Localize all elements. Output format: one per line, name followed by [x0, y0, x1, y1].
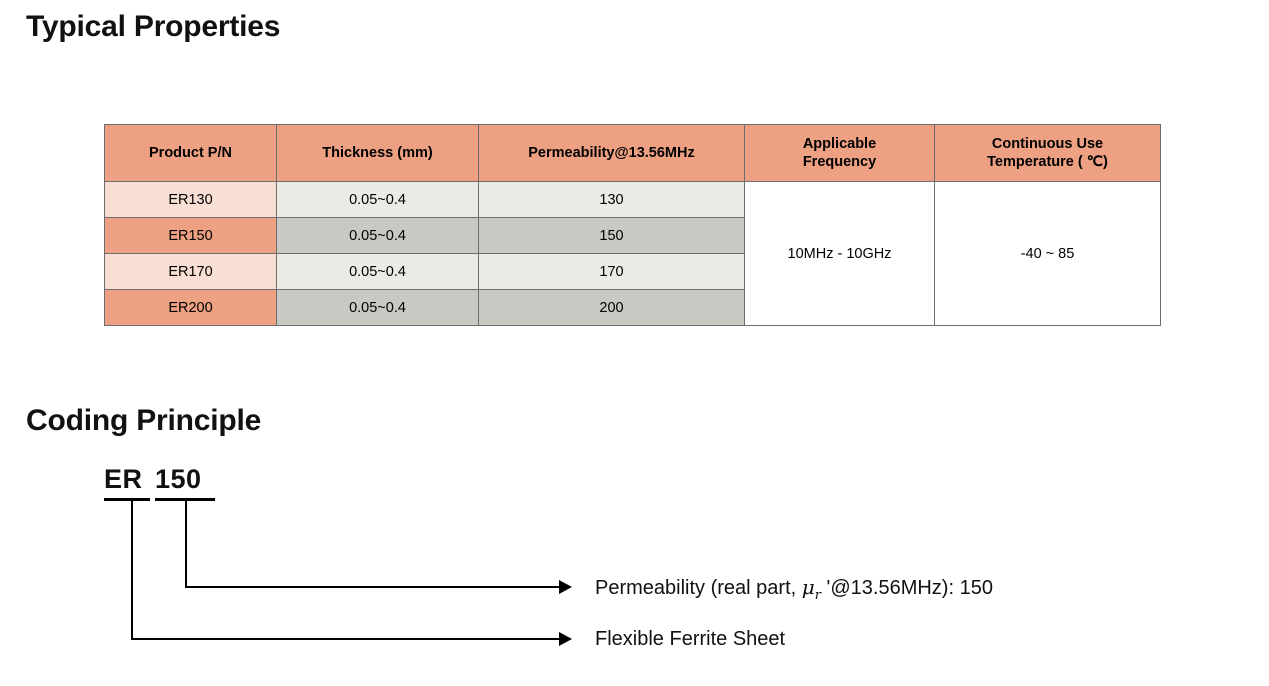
mu-symbol: μ	[801, 575, 815, 599]
mu-subscript: r	[814, 588, 821, 603]
table-header-row	[105, 125, 1161, 182]
cell-applicable-frequency: 10MHz - 10GHz	[745, 182, 935, 326]
cell-continuous-use-temperature: -40 ~ 85	[935, 182, 1161, 326]
coding-product-note: Flexible Ferrite Sheet	[595, 628, 786, 650]
cell-product-pn: ER150	[105, 218, 277, 254]
coding-permeability-note	[595, 575, 993, 603]
column-header-applicable-frequency	[745, 125, 935, 182]
column-header-thickness: Thickness (mm)	[277, 125, 479, 182]
cell-product-pn: ER130	[105, 182, 277, 218]
cell-thickness: 0.05~0.4	[277, 182, 479, 218]
cell-permeability: 150	[479, 218, 745, 254]
page-title-coding-principle: Coding Principle	[26, 404, 262, 437]
continuous-use-line1: Continuous Use	[991, 135, 1104, 152]
arrow-head-icon	[559, 580, 572, 594]
coding-prefix-underline	[104, 498, 150, 501]
page-title-typical-properties: Typical Properties	[26, 10, 281, 43]
coding-number-label: 150	[155, 464, 202, 494]
coding-permeability-note-suffix: '@13.56MHz): 150	[820, 577, 993, 599]
cell-thickness: 0.05~0.4	[277, 290, 479, 326]
cell-permeability: 170	[479, 254, 745, 290]
cell-product-pn: ER200	[105, 290, 277, 326]
leader-line-horizontal-prefix	[131, 638, 561, 640]
typical-properties-table-wrap	[104, 124, 1161, 326]
cell-permeability: 130	[479, 182, 745, 218]
coding-permeability-note-prefix: Permeability (real part,	[595, 577, 802, 599]
cell-product-pn: ER170	[105, 254, 277, 290]
cell-thickness: 0.05~0.4	[277, 254, 479, 290]
leader-line-horizontal-number	[185, 586, 561, 588]
table-row	[105, 182, 1161, 218]
leader-line-vertical-number	[185, 500, 187, 587]
cell-permeability: 200	[479, 290, 745, 326]
applicable-frequency-line2: Frequency	[802, 154, 877, 170]
column-header-permeability: Permeability@13.56MHz	[479, 125, 745, 182]
arrow-head-icon	[559, 632, 572, 646]
typical-properties-table	[104, 124, 1161, 326]
column-header-product-pn: Product P/N	[105, 125, 277, 182]
cell-thickness: 0.05~0.4	[277, 218, 479, 254]
column-header-continuous-use-temperature	[935, 125, 1161, 182]
continuous-use-line2: Temperature ( ℃)	[987, 154, 1108, 170]
applicable-frequency-line1: Applicable	[802, 135, 877, 152]
leader-line-vertical-prefix	[131, 500, 133, 639]
coding-prefix-label: ER	[104, 464, 143, 494]
